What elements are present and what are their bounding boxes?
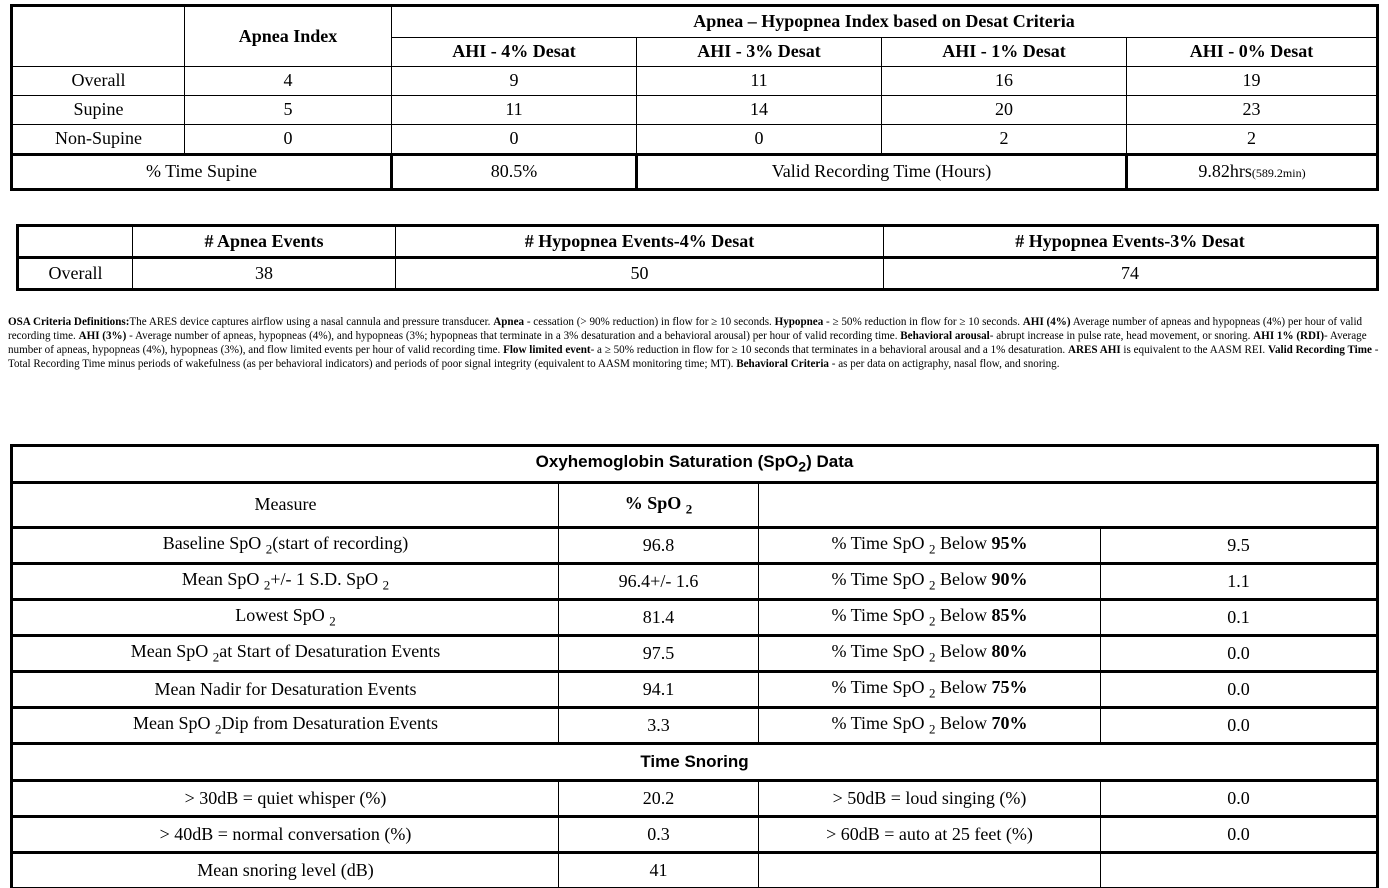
snoring-banner-title: Time Snoring xyxy=(12,744,1378,781)
measure-text-post: Dip from Desaturation Events xyxy=(221,713,438,734)
spo2-value-mean-sd: 96.4+/- 1.6 xyxy=(559,564,759,600)
below-text-mid: Below xyxy=(935,605,992,626)
spo2-below-value-90: 1.1 xyxy=(1101,564,1378,600)
spo2-col-header-measure: Measure xyxy=(12,483,559,528)
below-text-pre: % Time SpO xyxy=(831,605,925,626)
below-text-pre: % Time SpO xyxy=(831,713,925,734)
spo2-value-start-desat: 97.5 xyxy=(559,636,759,672)
ahi-non-supine-0pct: 2 xyxy=(1127,125,1378,155)
term-ares-ahi-text: is equivalent to the AASM REI. xyxy=(1120,343,1266,356)
ahi-corner-blank-cell xyxy=(12,6,185,67)
term-hypopnea-text: - ≥ 50% reduction in flow for ≥ 10 seconds. xyxy=(823,316,1021,328)
spo2-below-value-80: 0.0 xyxy=(1101,636,1378,672)
ahi-col-header-3pct: AHI - 3% Desat xyxy=(637,38,882,67)
term-valid-recording-time-label: Valid Recording Time xyxy=(1267,343,1372,356)
spo2-col-header-percent-subscript: 2 xyxy=(685,501,693,517)
table-row xyxy=(12,125,1378,155)
spo2-measure-mean-dip xyxy=(12,708,559,744)
measure-text-pre: Mean Nadir for Desaturation Events xyxy=(154,678,417,699)
ahi-supine-3pct: 14 xyxy=(637,96,882,125)
below-text-mid: Below xyxy=(935,677,992,698)
spo2-measure-start-desat xyxy=(12,636,559,672)
events-overall-hypopnea-3pct-count: 74 xyxy=(884,258,1378,290)
below-text-pre: % Time SpO xyxy=(831,533,925,554)
measure-subscript: 2 xyxy=(215,721,222,737)
spo2-banner-pre: Oxyhemoglobin Saturation (SpO xyxy=(535,451,799,471)
events-row-label-overall: Overall xyxy=(18,258,133,290)
below-threshold: 85% xyxy=(991,605,1028,626)
spo2-value-mean-nadir: 94.1 xyxy=(559,672,759,708)
ahi-supine-1pct: 20 xyxy=(882,96,1127,125)
spo2-below-label-95 xyxy=(759,528,1101,564)
table-row xyxy=(12,781,1378,817)
table-row xyxy=(12,853,1378,888)
below-subscript: 2 xyxy=(929,541,936,557)
events-overall-hypopnea-4pct-count: 50 xyxy=(396,258,884,290)
term-ahi4-label: AHI (4%) xyxy=(1022,316,1071,328)
table-row xyxy=(12,708,1378,744)
term-behavioral-criteria-label: Behavioral Criteria xyxy=(736,357,829,370)
ahi-col-apnea-index-header: Apnea Index xyxy=(185,6,392,67)
valid-recording-time-value xyxy=(1127,155,1378,190)
table-row xyxy=(12,817,1378,853)
below-subscript: 2 xyxy=(929,613,936,629)
spo2-column-header-row xyxy=(12,483,1378,528)
snoring-row3-blank-right xyxy=(1101,853,1378,888)
measure-text-post: at Start of Desaturation Events xyxy=(219,641,441,662)
below-threshold: 90% xyxy=(991,569,1028,590)
spo2-value-baseline: 96.8 xyxy=(559,528,759,564)
term-behavioral-arousal-text: - abrupt increase in pulse rate, head movement, or snoring. xyxy=(989,329,1251,342)
term-ahi3-text: - Average number of apneas, hypopneas (4%), and hypopneas (3%; hypopneas that terminate in a 3% desaturation and a behavioral arousal) per hour of valid recording time. xyxy=(126,329,898,342)
spo2-measure-lowest xyxy=(12,600,559,636)
below-threshold: 70% xyxy=(991,713,1028,734)
measure-subscript-2: 2 xyxy=(382,577,390,593)
spo2-below-value-70: 0.0 xyxy=(1101,708,1378,744)
below-threshold: 75% xyxy=(991,677,1028,698)
below-subscript: 2 xyxy=(929,721,936,737)
snoring-value-30db: 20.2 xyxy=(559,781,759,817)
ahi-overall-4pct: 9 xyxy=(392,67,637,96)
ahi-overall-0pct: 19 xyxy=(1127,67,1378,96)
snoring-label-mean-level: Mean snoring level (dB) xyxy=(12,853,559,888)
measure-subscript: 2 xyxy=(263,577,271,593)
table-row xyxy=(12,564,1378,600)
spo2-below-label-85 xyxy=(759,600,1101,636)
spo2-measure-mean-nadir xyxy=(12,672,559,708)
ahi-overall-1pct: 16 xyxy=(882,67,1127,96)
ahi-non-supine-apnea-index: 0 xyxy=(185,125,392,155)
table-row xyxy=(12,636,1378,672)
spo2-measure-baseline xyxy=(12,528,559,564)
spo2-banner-subscript: 2 xyxy=(798,459,807,476)
below-text-mid: Below xyxy=(935,713,992,734)
snoring-value-50db: 0.0 xyxy=(1101,781,1378,817)
time-supine-value: 80.5% xyxy=(392,155,637,190)
measure-subscript: 2 xyxy=(329,613,336,629)
table-row xyxy=(12,528,1378,564)
term-ahi3-label: AHI (3%) xyxy=(78,329,127,342)
osa-criteria-definitions xyxy=(8,316,1380,372)
snoring-label-50db: > 50dB = loud singing (%) xyxy=(759,781,1101,817)
measure-text-pre: Baseline SpO xyxy=(162,533,262,554)
term-flow-limited-event-text: - a ≥ 50% reduction in flow for ≥ 10 seconds that terminates in a behavioral arousal and a 1% desaturation. xyxy=(590,343,1066,356)
term-hypopnea-label: Hypopnea xyxy=(774,316,824,328)
below-threshold: 80% xyxy=(991,641,1028,662)
ahi-row-label-non-supine: Non-Supine xyxy=(12,125,185,155)
events-col-header-apnea: # Apnea Events xyxy=(133,226,396,258)
events-col-header-hypopnea-3pct: # Hypopnea Events-3% Desat xyxy=(884,226,1378,258)
measure-subscript: 2 xyxy=(212,649,220,665)
event-counts-table xyxy=(16,224,1379,291)
definitions-intro: The ARES device captures airflow using a nasal cannula and pressure transducer. xyxy=(129,316,491,328)
spo2-below-value-85: 0.1 xyxy=(1101,600,1378,636)
spo2-below-label-90 xyxy=(759,564,1101,600)
measure-text-pre: Mean SpO xyxy=(181,569,260,590)
ahi-non-supine-4pct: 0 xyxy=(392,125,637,155)
below-text-mid: Below xyxy=(935,641,992,662)
term-apnea-text: - cessation (> 90% reduction) in flow for ≥ 10 seconds. xyxy=(524,316,772,328)
measure-text-pre: Mean SpO xyxy=(130,641,209,662)
measure-text-pre: Mean SpO xyxy=(133,713,211,734)
ahi-supine-4pct: 11 xyxy=(392,96,637,125)
valid-recording-minutes: (589.2min) xyxy=(1251,166,1306,181)
spo2-below-value-75: 0.0 xyxy=(1101,672,1378,708)
measure-subscript: 2 xyxy=(265,541,273,557)
ahi-col-header-0pct: AHI - 0% Desat xyxy=(1127,38,1378,67)
below-text-pre: % Time SpO xyxy=(831,677,925,698)
snoring-label-60db: > 60dB = auto at 25 feet (%) xyxy=(759,817,1101,853)
spo2-data-table xyxy=(10,444,1379,888)
definitions-title: OSA Criteria Definitions: xyxy=(8,316,130,328)
ahi-non-supine-3pct: 0 xyxy=(637,125,882,155)
table-row xyxy=(12,600,1378,636)
snoring-label-30db: > 30dB = quiet whisper (%) xyxy=(12,781,559,817)
below-subscript: 2 xyxy=(929,685,936,701)
below-text-mid: Below xyxy=(935,533,992,554)
ahi-supine-apnea-index: 5 xyxy=(185,96,392,125)
valid-recording-time-label: Valid Recording Time (Hours) xyxy=(637,155,1127,190)
spo2-measure-mean-sd xyxy=(12,564,559,600)
snoring-label-40db: > 40dB = normal conversation (%) xyxy=(12,817,559,853)
spo2-value-mean-dip: 3.3 xyxy=(559,708,759,744)
ahi-row-label-supine: Supine xyxy=(12,96,185,125)
events-col-header-hypopnea-4pct: # Hypopnea Events-4% Desat xyxy=(396,226,884,258)
below-threshold: 95% xyxy=(991,533,1028,554)
below-text-pre: % Time SpO xyxy=(831,569,925,590)
spo2-col-header-percent xyxy=(559,483,759,528)
snoring-banner-row xyxy=(12,744,1378,781)
table-header-row-top xyxy=(12,6,1378,38)
spo2-below-value-95: 9.5 xyxy=(1101,528,1378,564)
term-ahi1-label: AHI 1% (RDI) xyxy=(1253,329,1325,342)
term-flow-limited-event-label: Flow limited event xyxy=(503,343,591,356)
ahi-supine-0pct: 23 xyxy=(1127,96,1378,125)
term-ares-ahi-label: ARES AHI xyxy=(1067,343,1121,356)
measure-text-pre: Lowest SpO xyxy=(235,605,325,626)
spo2-banner-row xyxy=(12,446,1378,483)
snoring-value-60db: 0.0 xyxy=(1101,817,1378,853)
measure-text-post: +/- 1 S.D. SpO xyxy=(270,569,379,590)
term-behavioral-criteria-text: - as per data on actigraphy, nasal flow, and snoring. xyxy=(828,357,1060,370)
below-text-mid: Below xyxy=(935,569,992,590)
events-corner-blank-cell xyxy=(18,226,133,258)
spo2-banner-post: ) Data xyxy=(806,451,854,471)
spo2-below-label-70 xyxy=(759,708,1101,744)
snoring-row3-blank-left xyxy=(759,853,1101,888)
table-row xyxy=(12,96,1378,125)
ahi-col-header-1pct: AHI - 1% Desat xyxy=(882,38,1127,67)
table-row xyxy=(18,258,1378,290)
term-behavioral-arousal-label: Behavioral arousal xyxy=(900,329,990,342)
below-subscript: 2 xyxy=(929,577,936,593)
snoring-value-40db: 0.3 xyxy=(559,817,759,853)
spo2-col-header-percent-pre: % SpO xyxy=(624,492,682,513)
measure-text-post: (start of recording) xyxy=(272,533,409,554)
ahi-overall-3pct: 11 xyxy=(637,67,882,96)
table-row xyxy=(12,672,1378,708)
ahi-row-label-overall: Overall xyxy=(12,67,185,96)
valid-recording-hours: 9.82hrs xyxy=(1198,161,1252,182)
term-apnea-label: Apnea xyxy=(493,316,525,328)
spo2-below-label-75 xyxy=(759,672,1101,708)
term-ahi1-text: - Average number of apneas, hypopneas (4%), hypopneas (3%), and flow limited events per hour of valid recording time. xyxy=(8,329,1367,356)
below-subscript: 2 xyxy=(929,649,936,665)
table-header-row xyxy=(18,226,1378,258)
time-supine-label: % Time Supine xyxy=(12,155,392,190)
events-overall-apnea-count: 38 xyxy=(133,258,396,290)
spo2-banner-title xyxy=(12,446,1378,483)
snoring-value-mean-level: 41 xyxy=(559,853,759,888)
term-ahi4-text: Average number of apneas and hypopneas (4%) per hour of valid recording time. xyxy=(8,316,1363,342)
below-text-pre: % Time SpO xyxy=(831,641,925,662)
spo2-below-label-80 xyxy=(759,636,1101,672)
term-valid-recording-time-text: - Total Recording Time minus periods of wakefulness (as per behavioral indicators) and periods of poor signal integrity (equivalent to AASM monitoring time; MT). xyxy=(8,343,1379,370)
table-footer-row xyxy=(12,155,1378,190)
spo2-col-header-blank xyxy=(759,483,1378,528)
ahi-non-supine-1pct: 2 xyxy=(882,125,1127,155)
apnea-hypopnea-index-table xyxy=(10,4,1379,191)
table-row xyxy=(12,67,1378,96)
ahi-col-header-4pct: AHI - 4% Desat xyxy=(392,38,637,67)
spo2-value-lowest: 81.4 xyxy=(559,600,759,636)
ahi-group-header: Apnea – Hypopnea Index based on Desat Criteria xyxy=(392,6,1378,38)
ahi-overall-apnea-index: 4 xyxy=(185,67,392,96)
